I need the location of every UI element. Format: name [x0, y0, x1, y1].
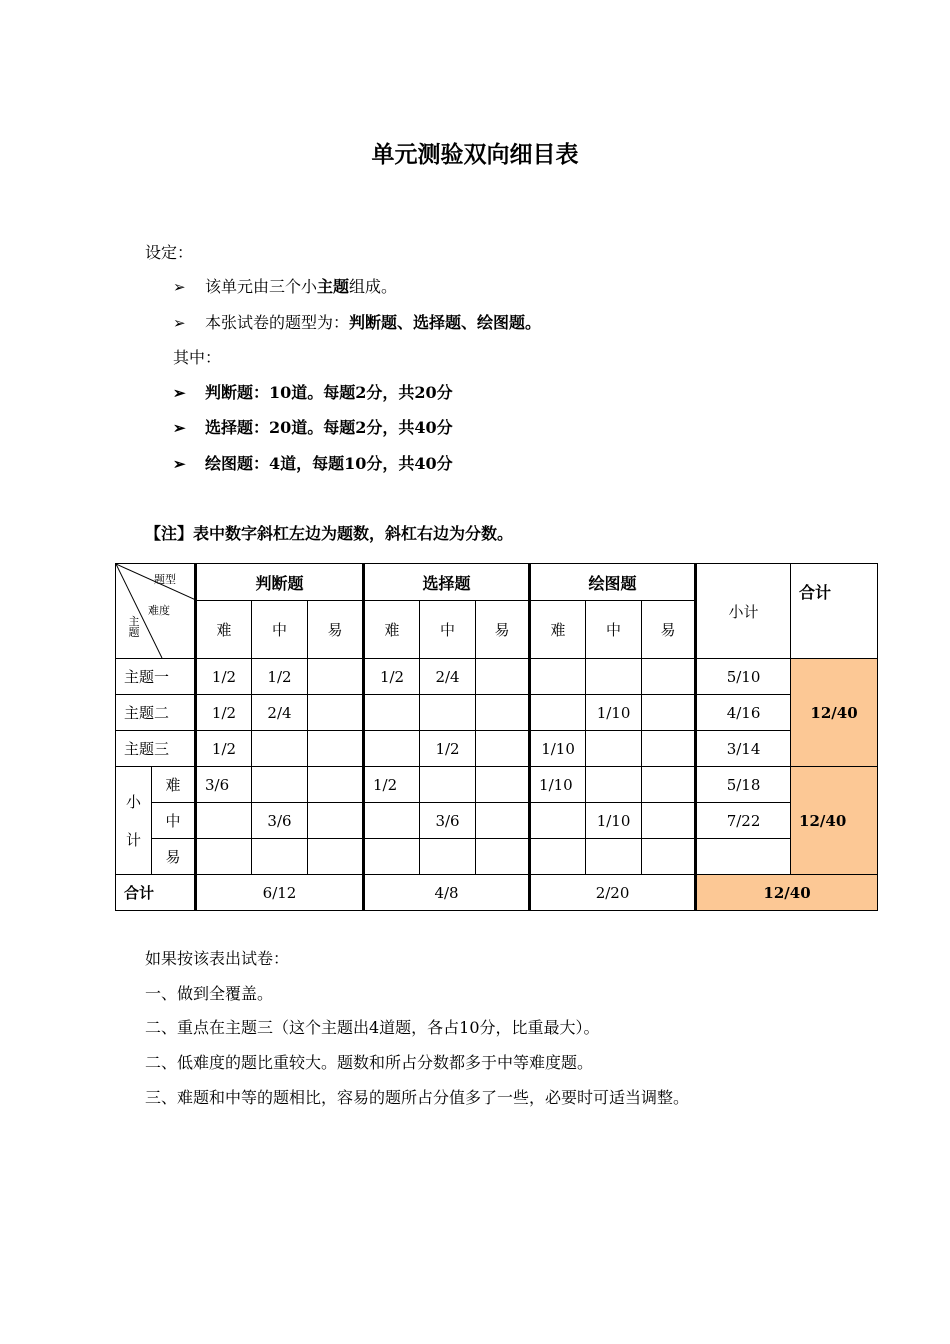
- question-type-item: ➢ 绘图题：4道，每题10分，共40分: [173, 454, 453, 473]
- table-row: [116, 767, 878, 803]
- table-cell: [308, 695, 364, 731]
- table-cell: [252, 839, 308, 875]
- corner-difficulty-label: 难度: [148, 604, 170, 617]
- topic-label: 主题二: [116, 695, 196, 731]
- subtotal-header: 小计: [696, 564, 791, 659]
- topic-label: 主题一: [116, 659, 196, 695]
- table-cell: [476, 731, 530, 767]
- table-note: 【注】表中数字斜杠左边为题数，斜杠右边为分数。: [145, 524, 514, 543]
- table-cell: [364, 731, 420, 767]
- setting-label: 设定：: [145, 243, 194, 262]
- conclusion-item: 二、重点在主题三（这个主题出4道题，各占10分，比重最大）。: [145, 1018, 600, 1037]
- difficulty-label: 中: [152, 803, 196, 839]
- table-cell: [642, 767, 696, 803]
- difficulty-header: 易: [308, 601, 364, 659]
- table-cell: [476, 659, 530, 695]
- table-cell: [308, 731, 364, 767]
- table-cell: 1/2: [364, 659, 420, 695]
- table-row: [116, 659, 878, 695]
- table-cell: [196, 839, 252, 875]
- table-cell: [476, 839, 530, 875]
- subtotal-cell: 4/16: [696, 695, 791, 731]
- table-cell: [252, 731, 308, 767]
- arrow-bullet-icon: ➢: [173, 455, 186, 473]
- conclusion-item: 二、低难度的题比重较大。题数和所占分数都多于中等难度题。: [145, 1053, 594, 1072]
- table-cell: 1/2: [420, 731, 476, 767]
- grand-total-cell: 12/40: [696, 875, 878, 911]
- arrow-bullet-icon: ➢: [173, 278, 186, 296]
- specification-table: [115, 563, 878, 911]
- table-row: [116, 875, 878, 911]
- page-title: 单元测验双向细目表: [371, 142, 579, 168]
- table-cell: [642, 839, 696, 875]
- bullet-item: ➢ 本张试卷的题型为：判断题、选择题、绘图题。: [173, 313, 542, 332]
- difficulty-header: 中: [420, 601, 476, 659]
- table-cell: [308, 659, 364, 695]
- conclusion-label: 如果按该表出试卷：: [145, 949, 290, 968]
- table-cell: 1/2: [196, 731, 252, 767]
- type-header: 绘图题: [530, 564, 696, 601]
- table-cell: 1/10: [530, 731, 586, 767]
- type-total-cell: 4/8: [364, 875, 530, 911]
- topic-label: 主题三: [116, 731, 196, 767]
- table-cell: 3/6: [252, 803, 308, 839]
- arrow-bullet-icon: ➢: [173, 384, 186, 402]
- corner-topic-label: 主题: [128, 615, 140, 639]
- table-cell: [530, 803, 586, 839]
- subtotal-cell: 5/18: [696, 767, 791, 803]
- table-row: [116, 731, 878, 767]
- table-cell: [642, 695, 696, 731]
- subtotal-cell: 3/14: [696, 731, 791, 767]
- table-cell: 2/4: [252, 695, 308, 731]
- conclusion-item: 三、难题和中等的题相比，容易的题所占分值多了一些，必要时可适当调整。: [145, 1088, 690, 1107]
- arrow-bullet-icon: ➢: [173, 419, 186, 437]
- table-cell: [530, 659, 586, 695]
- grand-total-label: 合计: [116, 875, 196, 911]
- type-header: 选择题: [364, 564, 530, 601]
- difficulty-header: 易: [476, 601, 530, 659]
- table-cell: [476, 803, 530, 839]
- table-row: [116, 695, 878, 731]
- table-cell: [196, 803, 252, 839]
- difficulty-label: 难: [152, 767, 196, 803]
- table-cell: [530, 839, 586, 875]
- table-cell: [308, 839, 364, 875]
- table-cell: 3/6: [196, 767, 252, 803]
- subtotal-section-label: 小 计: [116, 767, 152, 875]
- table-cell: [476, 695, 530, 731]
- question-type-item: ➢ 选择题：20道。每题2分，共40分: [173, 418, 453, 437]
- subtotal-cell: 5/10: [696, 659, 791, 695]
- question-type-item: ➢ 判断题：10道。每题2分，共20分: [173, 383, 453, 402]
- table-cell: [420, 695, 476, 731]
- bullet-item: ➢ 该单元由三个小主题组成。: [173, 277, 398, 296]
- topic-total-cell: 12/40: [791, 659, 878, 767]
- table-cell: [252, 767, 308, 803]
- table-cell: [308, 767, 364, 803]
- table-cell: [642, 731, 696, 767]
- table-cell: 1/10: [530, 767, 586, 803]
- subtotal-cell: 7/22: [696, 803, 791, 839]
- among-label: 其中：: [173, 348, 222, 367]
- corner-type-label: 题型: [154, 573, 176, 586]
- difficulty-header: 中: [586, 601, 642, 659]
- difficulty-header: 难: [364, 601, 420, 659]
- difficulty-header: 中: [252, 601, 308, 659]
- table-cell: 1/2: [196, 695, 252, 731]
- table-cell: [420, 839, 476, 875]
- table-cell: 3/6: [420, 803, 476, 839]
- difficulty-label: 易: [152, 839, 196, 875]
- conclusion-item: 一、做到全覆盖。: [145, 984, 274, 1003]
- table-cell: [364, 839, 420, 875]
- type-header: 判断题: [196, 564, 364, 601]
- difficulty-header: 难: [530, 601, 586, 659]
- table-cell: [586, 731, 642, 767]
- table-cell: 1/10: [586, 695, 642, 731]
- table-cell: 2/4: [420, 659, 476, 695]
- type-total-cell: 2/20: [530, 875, 696, 911]
- table-cell: [586, 839, 642, 875]
- table-row: [116, 803, 878, 839]
- table-cell: [642, 659, 696, 695]
- subtotal-cell: [696, 839, 791, 875]
- table-cell: [586, 659, 642, 695]
- difficulty-header: 易: [642, 601, 696, 659]
- difficulty-header: 难: [196, 601, 252, 659]
- table-row: [116, 839, 878, 875]
- table-cell: 1/2: [252, 659, 308, 695]
- arrow-bullet-icon: ➢: [173, 314, 186, 332]
- table-cell: [586, 767, 642, 803]
- table-cell: [530, 695, 586, 731]
- corner-cell: [116, 564, 196, 659]
- table-cell: [476, 767, 530, 803]
- table-cell: [420, 767, 476, 803]
- total-header: 合计: [791, 564, 878, 659]
- table-cell: [364, 803, 420, 839]
- table-cell: [308, 803, 364, 839]
- type-total-cell: 6/12: [196, 875, 364, 911]
- table-cell: 1/2: [364, 767, 420, 803]
- table-cell: [364, 695, 420, 731]
- table-cell: 1/2: [196, 659, 252, 695]
- table-cell: [642, 803, 696, 839]
- table-cell: 1/10: [586, 803, 642, 839]
- difficulty-total-cell: 12/40: [791, 767, 878, 875]
